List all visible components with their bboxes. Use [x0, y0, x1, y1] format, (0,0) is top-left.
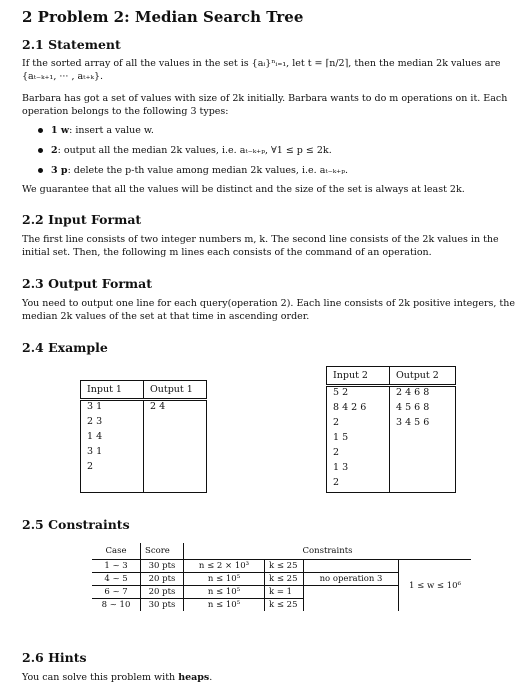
table-cell: 30 pts — [141, 560, 184, 573]
w-constraint: 1 ≤ w ≤ 10⁶ — [399, 560, 472, 612]
table-cell: 2 4 — [144, 400, 207, 417]
table-cell: 3 4 5 6 — [390, 417, 456, 432]
operation-key: 3 p — [51, 165, 68, 176]
table-cell: 2 — [333, 447, 340, 458]
statement-heading: 2.1 Statement — [22, 37, 121, 52]
table-cell: 3 1 — [87, 446, 103, 457]
table-cell: 2 3 — [87, 416, 103, 427]
table-cell: 5 2 — [327, 386, 390, 403]
table-header: Input 1 — [81, 381, 144, 400]
guarantee-text: We guarantee that all the values will be distinct and the size of the set is always at least 2k. — [22, 184, 465, 195]
operation-text: : delete the p-th value among median 2k values, i.e. aₜ₋ₖ₊ₚ. — [67, 165, 349, 176]
table-cell: 1 3 — [333, 462, 349, 473]
table-cell: k ≤ 25 — [265, 560, 304, 573]
table-header: Output 2 — [390, 367, 456, 386]
section-title: 2 Problem 2: Median Search Tree — [22, 8, 304, 26]
table-cell: 8 ~ 10 — [92, 599, 141, 612]
input-format-line-1: The first line consists of two integer numbers m, k. The second line consists of the 2k values in the — [22, 234, 499, 245]
table-cell: 2 — [333, 477, 340, 488]
example-table-2 — [326, 366, 456, 493]
table-cell: 20 pts — [141, 586, 184, 599]
operation-item — [38, 165, 348, 176]
table-cell: 2 4 6 8 — [390, 386, 456, 403]
operation-text: : output all the median 2k values, i.e. aₜ₋ₖ₊ₚ, ∀1 ≤ p ≤ 2k. — [57, 145, 332, 156]
table-header: Constraints — [184, 543, 472, 560]
bullet-icon — [38, 148, 43, 153]
table-cell: 1 5 — [333, 432, 349, 443]
table-cell: 30 pts — [141, 599, 184, 612]
table-cell: n ≤ 10⁵ — [184, 573, 265, 586]
statement-para-2: operation belongs to the following 3 types: — [22, 106, 229, 117]
input-format-line-2: initial set. Then, the following m lines each consists of the command of an operation. — [22, 247, 432, 258]
output-format-heading: 2.3 Output Format — [22, 276, 153, 291]
table-cell: 2 — [333, 417, 340, 428]
input-format-heading: 2.2 Input Format — [22, 212, 142, 227]
table-cell: 20 pts — [141, 573, 184, 586]
operation-key: 1 w — [51, 125, 70, 136]
table-header: Case — [92, 543, 141, 560]
table-header: Input 2 — [327, 367, 390, 386]
table-cell: k ≤ 25 — [265, 573, 304, 586]
statement-line-1: If the sorted array of all the values in the set is {aᵢ}ⁿᵢ₌₁, let t = ⌈n/2⌉, then the median 2k values are — [22, 58, 501, 69]
output-format-line-2: median 2k values of the set at that time in ascending order. — [22, 311, 310, 322]
operation-item — [38, 145, 332, 156]
table-header: Score — [141, 543, 184, 560]
hints-text: You can solve this problem with heaps. — [22, 672, 213, 683]
table-cell: 8 4 2 6 — [333, 402, 367, 413]
table-cell: 1 ~ 3 — [92, 560, 141, 573]
table-cell: 2 — [87, 461, 94, 472]
constraints-heading: 2.5 Constraints — [22, 517, 130, 532]
example-heading: 2.4 Example — [22, 340, 108, 355]
example-table-1 — [80, 380, 207, 493]
table-cell: 1 4 — [87, 431, 103, 442]
table-cell: n ≤ 10⁵ — [184, 599, 265, 612]
table-cell: 6 ~ 7 — [92, 586, 141, 599]
table-cell: k ≤ 25 — [265, 599, 304, 612]
table-cell: n ≤ 2 × 10³ — [184, 560, 265, 573]
hint-keyword: heaps — [178, 672, 210, 683]
table-cell: 3 1 — [81, 400, 144, 417]
table-cell: 4 ~ 5 — [92, 573, 141, 586]
output-format-line-1: You need to output one line for each query(operation 2). Each line consists of 2k positive integers, the — [22, 298, 515, 309]
operation-item — [38, 125, 154, 136]
constraints-table — [92, 543, 471, 611]
table-cell: 4 5 6 8 — [390, 402, 456, 417]
bullet-icon — [38, 168, 43, 173]
statement-line-2: {aₜ₋ₖ₊₁, ··· , aₜ₊ₖ}. — [22, 71, 104, 82]
operation-text: : insert a value w. — [69, 125, 154, 136]
hints-heading: 2.6 Hints — [22, 650, 87, 665]
statement-para-1: Barbara has got a set of values with size of 2k initially. Barbara wants to do m operations on it. Each — [22, 93, 508, 104]
op3-constraint: no operation 3 — [304, 573, 399, 586]
table-cell: n ≤ 10⁵ — [184, 586, 265, 599]
table-cell: k = 1 — [265, 586, 304, 599]
bullet-icon — [38, 128, 43, 133]
operation-key: 2 — [51, 145, 58, 156]
table-header: Output 1 — [144, 381, 207, 400]
